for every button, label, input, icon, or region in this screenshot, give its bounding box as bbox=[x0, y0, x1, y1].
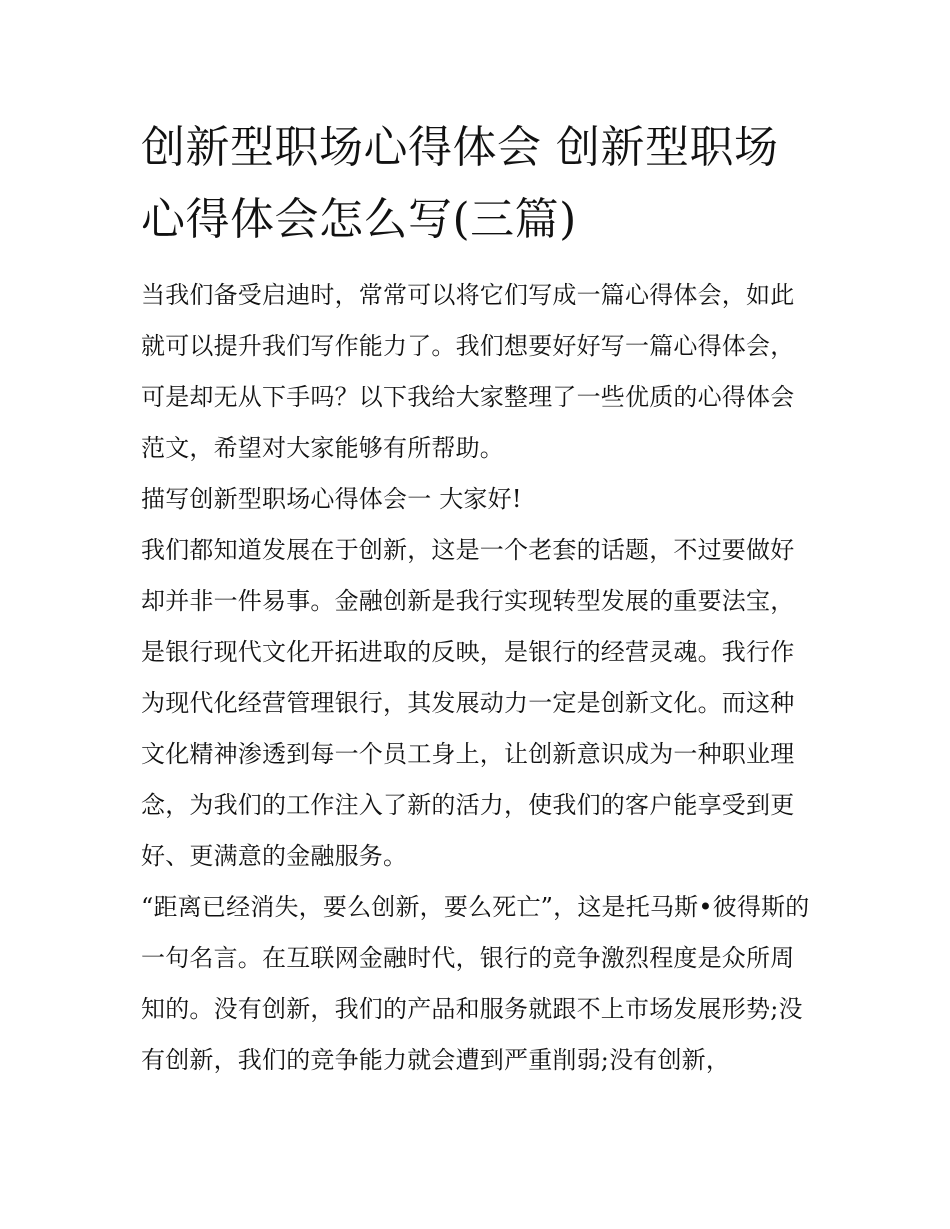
intro-paragraph: 当我们备受启迪时，常常可以将它们写成一篇心得体会，如此就可以提升我们写作能力了。我们想要好好写一篇心得体会，可是却无从下手吗？以下我给大家整理了一些优质的心得体会范文，希望对大家能够有所帮助。 bbox=[141, 281, 795, 462]
document-page bbox=[141, 112, 816, 1086]
body-paragraph: 我们都知道发展在于创新，这是一个老套的话题，不过要做好却并非一件易事。金融创新是我行实现转型发展的重要法宝，是银行现代文化开拓进取的反映，是银行的经营灵魂。我行作为现代化经营管理银行，其发展动力一定是创新文化。而这种文化精神渗透到每一个员工身上，让创新意识成为一种职业理念，为我们的工作注入了新的活力，使我们的客户能享受到更好、更满意的金融服务。 bbox=[141, 536, 795, 870]
document-title: 创新型职场心得体会 创新型职场心得体会怎么写(三篇) bbox=[141, 122, 779, 245]
quote-paragraph: “距离已经消失，要么创新，要么死亡”，这是托马斯•彼得斯的一句名言。在互联网金融时代，银行的竞争激烈程度是众所周知的。没有创新，我们的产品和服务就跟不上市场发展形势;没有创新，我们的竞争能力就会遭到严重削弱;没有创新， bbox=[141, 893, 810, 1074]
section-heading-paragraph: 描写创新型职场心得体会一 大家好! bbox=[141, 485, 522, 513]
